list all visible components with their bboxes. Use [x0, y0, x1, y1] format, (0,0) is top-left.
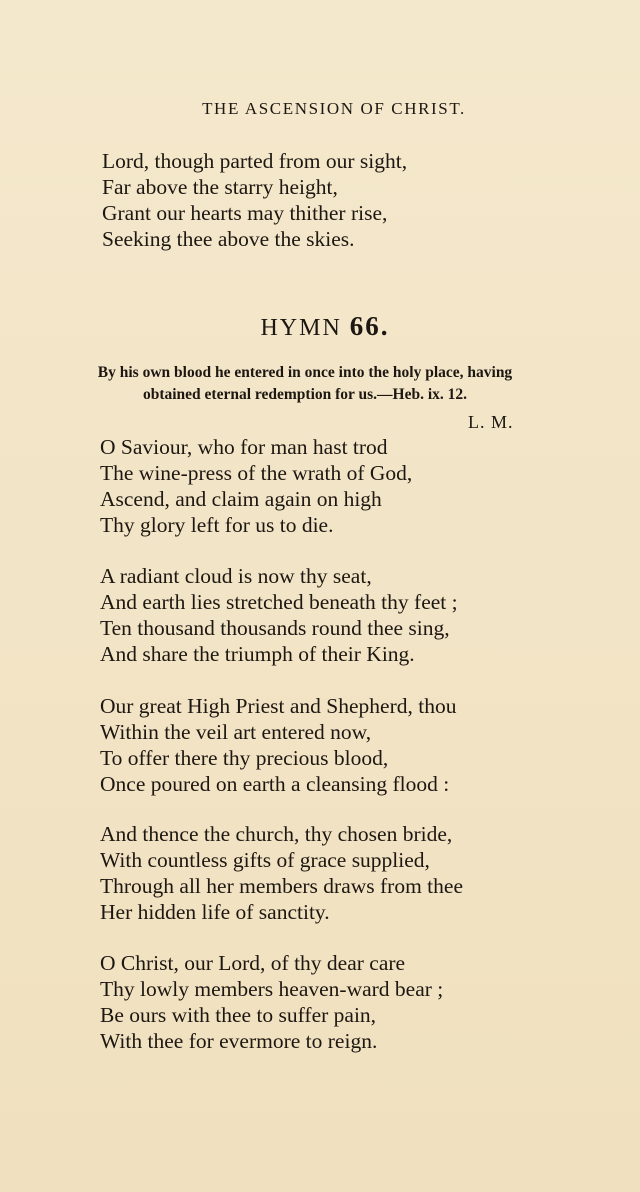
verse-line: O Christ, our Lord, of thy dear care — [100, 951, 406, 975]
hymn-number: 66. — [349, 311, 390, 341]
verse-line: Her hidden life of sanctity. — [100, 900, 330, 924]
verse-line: Grant our hearts may thither rise, — [102, 201, 388, 225]
verse-line: Ascend, and claim again on high — [100, 487, 382, 511]
verse-line: Our great High Priest and Shepherd, thou — [100, 694, 457, 718]
stanza-1 — [100, 434, 412, 538]
verse-line: Within the veil art entered now, — [100, 720, 372, 744]
running-head: THE ASCENSION OF CHRIST. — [202, 99, 466, 118]
verse-line: Seeking thee above the skies. — [102, 227, 355, 251]
prior-stanza — [102, 148, 407, 252]
meter: L. M. — [468, 412, 514, 432]
verse-line: Through all her members draws from thee — [100, 874, 463, 898]
stanza-4 — [100, 821, 463, 925]
epigraph — [40, 362, 570, 406]
stanza-3 — [100, 693, 456, 797]
verse-line: O Saviour, who for man hast trod — [100, 435, 388, 459]
stanza-2 — [100, 563, 458, 667]
verse-line: And share the triumph of their King. — [100, 642, 415, 666]
verse-line: And thence the church, thy chosen bride, — [100, 822, 453, 846]
verse-line: A radiant cloud is now thy seat, — [100, 564, 372, 588]
verse-line: With thee for evermore to reign. — [100, 1029, 378, 1053]
stanza-5 — [100, 950, 443, 1054]
hymn-title — [0, 311, 640, 342]
verse-line: The wine-press of the wrath of God, — [100, 461, 413, 485]
hymn-label: HYMN — [260, 315, 342, 341]
verse-line: Lord, though parted from our sight, — [102, 149, 408, 173]
verse-line: Once poured on earth a cleansing flood : — [100, 772, 450, 796]
verse-line: With countless gifts of grace supplied, — [100, 848, 430, 872]
verse-line: Ten thousand thousands round thee sing, — [100, 616, 450, 640]
verse-line: Be ours with thee to suffer pain, — [100, 1003, 377, 1027]
verse-line: Thy glory left for us to die. — [100, 513, 334, 537]
verse-line: To offer there thy precious blood, — [100, 746, 389, 770]
verse-line: And earth lies stretched beneath thy feet ; — [100, 590, 458, 614]
epigraph-line: obtained eternal redemption for us.—Heb. ix. 12. — [142, 386, 468, 403]
verse-line: Thy lowly members heaven-ward bear ; — [100, 977, 444, 1001]
epigraph-line: By his own blood he entered in once into the holy place, having — [97, 364, 513, 381]
verse-line: Far above the starry height, — [102, 175, 338, 199]
